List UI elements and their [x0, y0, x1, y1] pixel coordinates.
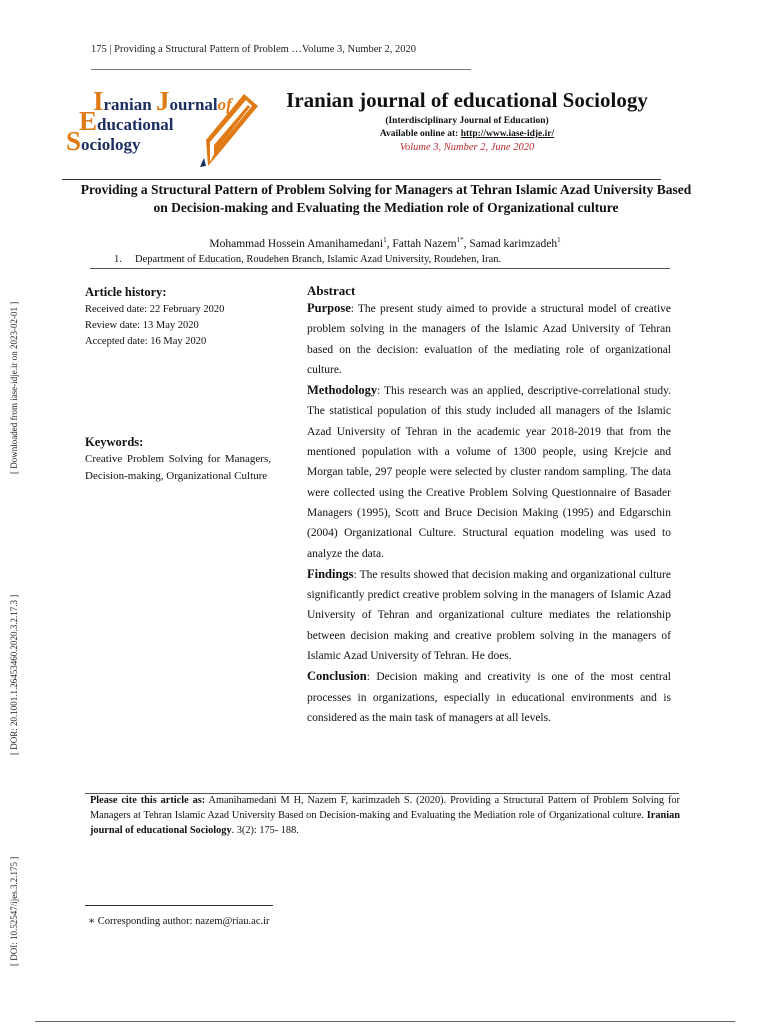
side-note-doi: [ DOI: 10.52547/ijes.3.2.175 ]: [9, 856, 19, 966]
abstract-body: [307, 298, 671, 728]
abstract-heading: Abstract: [307, 283, 356, 298]
citation-label: Please cite this article as:: [90, 795, 206, 806]
journal-url-link[interactable]: http://www.iase-idje.ir/: [460, 129, 555, 139]
findings-label: Findings: [307, 566, 354, 581]
asterisk-icon: ∗: [88, 916, 96, 927]
journal-title: Iranian journal of educational Sociology: [286, 88, 648, 112]
author-name: Samad karimzadeh: [469, 237, 558, 250]
author-list: Mohammad Hossein Amanihamedani$^1$, Fattah Nazem$^{1*}$, Samad karimzadeh$^1$: [209, 236, 561, 250]
page-bottom-rule: [35, 1021, 735, 1022]
citation-journal: Iranian journal of educational Sociology: [90, 810, 680, 836]
citation: Please cite this article as: Amanihamedani M H, Nazem F, karimzadeh S. (2020). Providing a Structural Pattern of Problem Solving for Managers at Tehran Islamic Azad University Based on Decision-making and Evaluating the Mediation role of Organizational culture. Iranian journal of educational Sociology. 3(2): 175- 188.: [90, 795, 680, 836]
keywords-heading: Keywords:: [85, 435, 144, 449]
article-history: [85, 302, 224, 350]
received-date: Received date: 22 February 2020: [85, 304, 225, 315]
journal-logo: [66, 88, 262, 168]
conclusion-text: : Decision making and creativity is one of the most central processes in organizations, especially in educational environments and is considered as the main task of managers at all levels.: [307, 671, 671, 724]
purpose-label: Purpose: [307, 301, 351, 315]
footnote: ∗ Corresponding author: nazem@riau.ac.ir: [88, 916, 270, 927]
findings-text: : The results showed that decision making and organizational culture significantly predict creative problem solving in the managers of Islamic Azad University of Tehran and organizational culture mediates the relationship between decision making and creative problem solving in the managers of Islamic Azad University of Tehran. He does.: [307, 568, 671, 663]
methodology-label: Methodology: [307, 383, 378, 398]
article-title: Providing a Structural Pattern of Problem Solving for Managers at Tehran Islamic Azad University Based on Decision-making and Evaluating the Mediation role of Organizational culture: [80, 182, 692, 215]
pen-nib-icon: [198, 88, 262, 168]
running-header-rule: [91, 69, 471, 70]
keywords-text: Creative Problem Solving for Managers, Decision-making, Organizational Culture: [85, 453, 271, 482]
side-note-downloaded: [ Downloaded from iase-idje.ir on 2023-02-01 ]: [9, 301, 19, 474]
review-date: Review date: 13 May 2020: [85, 320, 199, 331]
affiliation: 1. Department of Education, Roudehen Branch, Islamic Azad University, Roudehen, Iran.: [114, 254, 502, 265]
purpose-text: : The present study aimed to provide a structural model of creative problem solving in the managers of the Islamic Azad University of Tehran based on the decision: evaluation of the mediating role of organizational culture.: [307, 303, 671, 376]
author-name: Fattah Nazem: [392, 237, 457, 250]
journal-availability: Available online at: http://www.iase-idje.ir/: [379, 129, 555, 139]
article-history-heading: Article history:: [85, 285, 167, 299]
logo-line-2: Educational: [79, 106, 174, 136]
footnote-rule: [85, 905, 273, 906]
journal-volume: Volume 3, Number 2, June 2020: [399, 142, 535, 153]
affiliation-rule: [90, 268, 670, 269]
masthead-rule: [62, 179, 661, 180]
journal-subtitle: (Interdisciplinary Journal of Education): [385, 116, 549, 126]
author-name: Mohammad Hossein Amanihamedani: [209, 237, 384, 250]
running-header: 175 | Providing a Structural Pattern of Problem …Volume 3, Number 2, 2020: [91, 44, 417, 55]
logo-line-1: Iranian Journalof: [93, 86, 232, 116]
accepted-date: Accepted date: 16 May 2020: [85, 336, 207, 347]
methodology-text: : This research was an applied, descriptive-correlational study. The statistical population of this study included all managers of the Islamic Azad University of Tehran in the academic year 2018-2019 that from the mentioned population with a volume of 1300 people, using Krejcie and Morgan table, 297 people were selected by cluster random sampling. The data were collected using the Creative Problem Solving Questionnaire of Basader Managers (1995), Scott and Bruce Decision Making (1995) and Edgarschin (2004) Organizational Culture. Structural equation modeling was used to analyze the data.: [307, 385, 671, 560]
conclusion-label: Conclusion: [307, 669, 367, 684]
side-note-dor: [ DOR: 20.1001.1.26453460.2020.3.2.17.3 ]: [9, 594, 19, 755]
logo-line-3: Sociology: [66, 126, 141, 156]
